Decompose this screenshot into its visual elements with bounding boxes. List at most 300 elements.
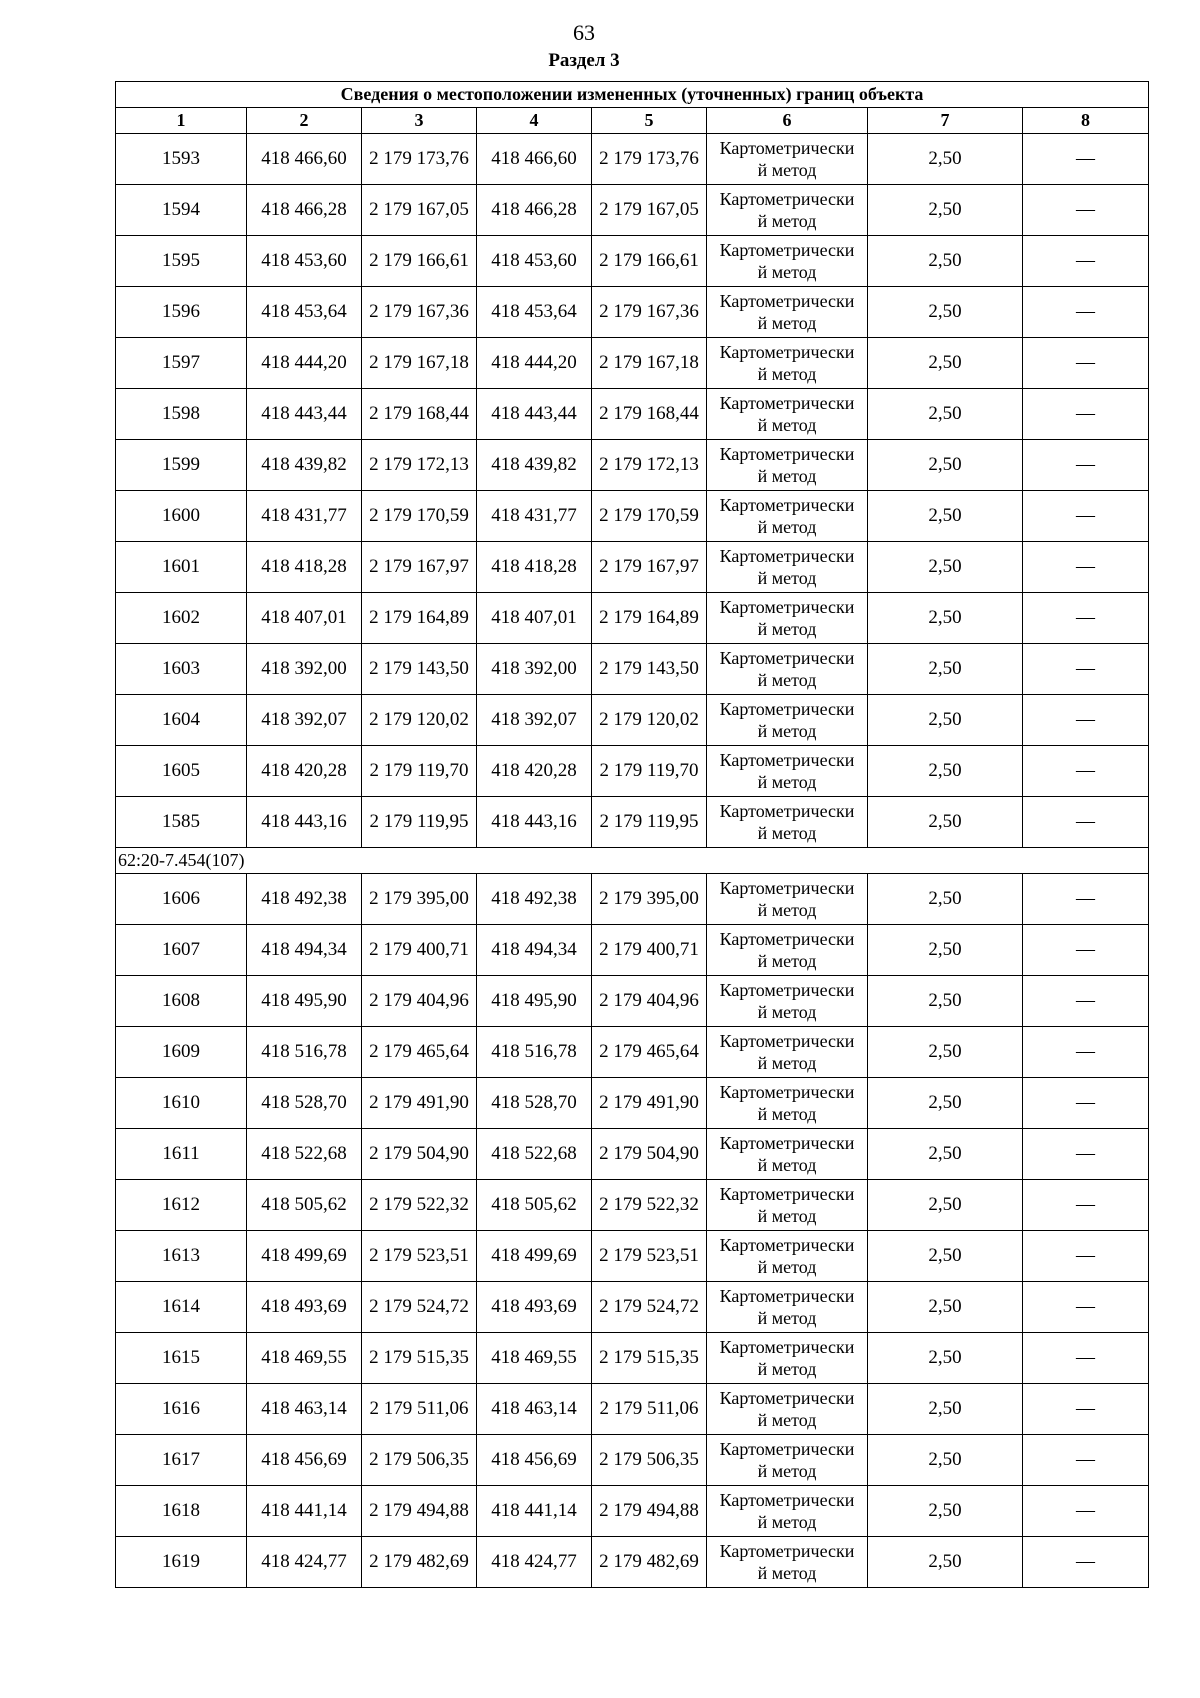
y-existing-cell: 2 179 120,02 <box>362 695 477 746</box>
point-number-cell: 1609 <box>116 1027 247 1078</box>
table-row <box>116 491 1149 542</box>
method-text-line: Картометрически <box>719 597 855 617</box>
description-cell: — <box>1023 542 1149 593</box>
x-existing-cell: 418 463,14 <box>247 1384 362 1435</box>
y-existing-cell: 2 179 167,18 <box>362 338 477 389</box>
column-number: 5 <box>592 108 707 134</box>
method-cell <box>707 1282 868 1333</box>
method-text-line: й метод <box>757 313 817 333</box>
method-text-line: й метод <box>757 160 817 180</box>
y-existing-cell: 2 179 172,13 <box>362 440 477 491</box>
method-cell <box>707 440 868 491</box>
accuracy-cell: 2,50 <box>868 338 1023 389</box>
point-number-cell: 1600 <box>116 491 247 542</box>
column-number: 1 <box>116 108 247 134</box>
column-number: 6 <box>707 108 868 134</box>
method-cell <box>707 1129 868 1180</box>
description-cell: — <box>1023 440 1149 491</box>
x-existing-cell: 418 441,14 <box>247 1486 362 1537</box>
description-cell: — <box>1023 1129 1149 1180</box>
point-number-cell: 1619 <box>116 1537 247 1588</box>
method-cell <box>707 1384 868 1435</box>
x-existing-cell: 418 424,77 <box>247 1537 362 1588</box>
description-cell: — <box>1023 797 1149 848</box>
x-existing-cell: 418 495,90 <box>247 976 362 1027</box>
y-existing-cell: 2 179 482,69 <box>362 1537 477 1588</box>
method-cell <box>707 185 868 236</box>
description-cell: — <box>1023 1180 1149 1231</box>
method-text-line: й метод <box>757 1206 817 1226</box>
description-cell: — <box>1023 134 1149 185</box>
point-number-cell: 1605 <box>116 746 247 797</box>
accuracy-cell: 2,50 <box>868 1027 1023 1078</box>
point-number-cell: 1613 <box>116 1231 247 1282</box>
y-refined-cell: 2 179 395,00 <box>592 874 707 925</box>
x-existing-cell: 418 516,78 <box>247 1027 362 1078</box>
y-refined-cell: 2 179 167,18 <box>592 338 707 389</box>
y-refined-cell: 2 179 522,32 <box>592 1180 707 1231</box>
method-text-line: Картометрически <box>719 929 855 949</box>
description-cell: — <box>1023 236 1149 287</box>
method-text-line: Картометрически <box>719 444 855 464</box>
method-cell <box>707 925 868 976</box>
x-refined-cell: 418 466,28 <box>477 185 592 236</box>
point-number-cell: 1602 <box>116 593 247 644</box>
method-text-line: Картометрически <box>719 495 855 515</box>
table-row <box>116 695 1149 746</box>
y-refined-cell: 2 179 166,61 <box>592 236 707 287</box>
x-existing-cell: 418 453,64 <box>247 287 362 338</box>
table-caption-row <box>116 82 1149 108</box>
description-cell: — <box>1023 1282 1149 1333</box>
table-row <box>116 874 1149 925</box>
accuracy-cell: 2,50 <box>868 976 1023 1027</box>
method-cell <box>707 1537 868 1588</box>
point-number-cell: 1604 <box>116 695 247 746</box>
parcel-number: 62:20-7.454(107) <box>116 848 1149 874</box>
method-text-line: Картометрически <box>719 1388 855 1408</box>
y-refined-cell: 2 179 167,05 <box>592 185 707 236</box>
point-number-cell: 1618 <box>116 1486 247 1537</box>
x-refined-cell: 418 493,69 <box>477 1282 592 1333</box>
point-number-cell: 1611 <box>116 1129 247 1180</box>
method-cell <box>707 1231 868 1282</box>
x-refined-cell: 418 392,00 <box>477 644 592 695</box>
y-existing-cell: 2 179 506,35 <box>362 1435 477 1486</box>
method-text-line: Картометрически <box>719 1541 855 1561</box>
accuracy-cell: 2,50 <box>868 236 1023 287</box>
description-cell: — <box>1023 644 1149 695</box>
x-existing-cell: 418 528,70 <box>247 1078 362 1129</box>
x-refined-cell: 418 522,68 <box>477 1129 592 1180</box>
y-existing-cell: 2 179 504,90 <box>362 1129 477 1180</box>
y-refined-cell: 2 179 400,71 <box>592 925 707 976</box>
y-existing-cell: 2 179 465,64 <box>362 1027 477 1078</box>
method-text-line: й метод <box>757 1155 817 1175</box>
method-text-line: Картометрически <box>719 1031 855 1051</box>
method-cell <box>707 593 868 644</box>
accuracy-cell: 2,50 <box>868 1486 1023 1537</box>
description-cell: — <box>1023 976 1149 1027</box>
y-refined-cell: 2 179 494,88 <box>592 1486 707 1537</box>
method-text-line: й метод <box>757 1257 817 1277</box>
description-cell: — <box>1023 593 1149 644</box>
y-existing-cell: 2 179 523,51 <box>362 1231 477 1282</box>
y-existing-cell: 2 179 167,05 <box>362 185 477 236</box>
method-text-line: й метод <box>757 1359 817 1379</box>
accuracy-cell: 2,50 <box>868 491 1023 542</box>
y-refined-cell: 2 179 143,50 <box>592 644 707 695</box>
method-text-line: й метод <box>757 1308 817 1328</box>
point-number-cell: 1597 <box>116 338 247 389</box>
description-cell: — <box>1023 1384 1149 1435</box>
point-number-cell: 1612 <box>116 1180 247 1231</box>
point-number-cell: 1607 <box>116 925 247 976</box>
x-refined-cell: 418 444,20 <box>477 338 592 389</box>
x-existing-cell: 418 443,16 <box>247 797 362 848</box>
method-text-line: Картометрически <box>719 699 855 719</box>
y-refined-cell: 2 179 173,76 <box>592 134 707 185</box>
method-cell <box>707 389 868 440</box>
method-text-line: Картометрически <box>719 189 855 209</box>
x-refined-cell: 418 407,01 <box>477 593 592 644</box>
x-existing-cell: 418 407,01 <box>247 593 362 644</box>
method-cell <box>707 644 868 695</box>
accuracy-cell: 2,50 <box>868 1537 1023 1588</box>
y-existing-cell: 2 179 524,72 <box>362 1282 477 1333</box>
column-number: 4 <box>477 108 592 134</box>
description-cell: — <box>1023 1078 1149 1129</box>
accuracy-cell: 2,50 <box>868 440 1023 491</box>
x-existing-cell: 418 444,20 <box>247 338 362 389</box>
y-existing-cell: 2 179 119,95 <box>362 797 477 848</box>
table-row <box>116 1231 1149 1282</box>
x-existing-cell: 418 456,69 <box>247 1435 362 1486</box>
y-refined-cell: 2 179 120,02 <box>592 695 707 746</box>
x-refined-cell: 418 505,62 <box>477 1180 592 1231</box>
y-refined-cell: 2 179 482,69 <box>592 1537 707 1588</box>
x-existing-cell: 418 453,60 <box>247 236 362 287</box>
y-existing-cell: 2 179 164,89 <box>362 593 477 644</box>
method-text-line: Картометрически <box>719 1490 855 1510</box>
table-row <box>116 134 1149 185</box>
table-body <box>116 82 1149 1588</box>
method-text-line: Картометрически <box>719 1082 855 1102</box>
method-text-line: Картометрически <box>719 648 855 668</box>
y-refined-cell: 2 179 164,89 <box>592 593 707 644</box>
y-refined-cell: 2 179 167,36 <box>592 287 707 338</box>
description-cell: — <box>1023 185 1149 236</box>
x-existing-cell: 418 431,77 <box>247 491 362 542</box>
table-row <box>116 1027 1149 1078</box>
table-row <box>116 440 1149 491</box>
y-existing-cell: 2 179 170,59 <box>362 491 477 542</box>
method-cell <box>707 695 868 746</box>
point-number-cell: 1617 <box>116 1435 247 1486</box>
y-refined-cell: 2 179 506,35 <box>592 1435 707 1486</box>
x-refined-cell: 418 492,38 <box>477 874 592 925</box>
x-refined-cell: 418 463,14 <box>477 1384 592 1435</box>
point-number-cell: 1599 <box>116 440 247 491</box>
x-refined-cell: 418 443,44 <box>477 389 592 440</box>
x-refined-cell: 418 499,69 <box>477 1231 592 1282</box>
x-refined-cell: 418 495,90 <box>477 976 592 1027</box>
x-existing-cell: 418 420,28 <box>247 746 362 797</box>
method-text-line: й метод <box>757 568 817 588</box>
method-text-line: й метод <box>757 1002 817 1022</box>
method-text-line: й метод <box>757 364 817 384</box>
accuracy-cell: 2,50 <box>868 287 1023 338</box>
method-cell <box>707 746 868 797</box>
column-number: 7 <box>868 108 1023 134</box>
table-row <box>116 593 1149 644</box>
description-cell: — <box>1023 1231 1149 1282</box>
method-text-line: й метод <box>757 900 817 920</box>
method-text-line: Картометрически <box>719 878 855 898</box>
accuracy-cell: 2,50 <box>868 1282 1023 1333</box>
column-number: 3 <box>362 108 477 134</box>
y-existing-cell: 2 179 522,32 <box>362 1180 477 1231</box>
x-refined-cell: 418 453,60 <box>477 236 592 287</box>
description-cell: — <box>1023 1027 1149 1078</box>
table-row <box>116 1537 1149 1588</box>
table-row <box>116 644 1149 695</box>
accuracy-cell: 2,50 <box>868 1333 1023 1384</box>
method-text-line: Картометрически <box>719 1133 855 1153</box>
y-existing-cell: 2 179 395,00 <box>362 874 477 925</box>
boundary-coordinates-table <box>115 81 1149 1588</box>
point-number-cell: 1594 <box>116 185 247 236</box>
method-text-line: Картометрически <box>719 393 855 413</box>
accuracy-cell: 2,50 <box>868 1231 1023 1282</box>
table-row <box>116 976 1149 1027</box>
point-number-cell: 1616 <box>116 1384 247 1435</box>
method-text-line: Картометрически <box>719 1337 855 1357</box>
point-number-cell: 1614 <box>116 1282 247 1333</box>
method-cell <box>707 1180 868 1231</box>
x-existing-cell: 418 499,69 <box>247 1231 362 1282</box>
method-text-line: й метод <box>757 211 817 231</box>
accuracy-cell: 2,50 <box>868 389 1023 440</box>
method-cell <box>707 797 868 848</box>
table-caption: Сведения о местоположении измененных (уточненных) границ объекта <box>116 82 1149 108</box>
point-number-cell: 1598 <box>116 389 247 440</box>
method-cell <box>707 134 868 185</box>
method-text-line: Картометрически <box>719 801 855 821</box>
y-refined-cell: 2 179 168,44 <box>592 389 707 440</box>
y-refined-cell: 2 179 172,13 <box>592 440 707 491</box>
y-existing-cell: 2 179 404,96 <box>362 976 477 1027</box>
x-existing-cell: 418 392,00 <box>247 644 362 695</box>
y-refined-cell: 2 179 119,95 <box>592 797 707 848</box>
x-refined-cell: 418 443,16 <box>477 797 592 848</box>
method-text-line: й метод <box>757 951 817 971</box>
x-refined-cell: 418 469,55 <box>477 1333 592 1384</box>
y-existing-cell: 2 179 119,70 <box>362 746 477 797</box>
table-row <box>116 797 1149 848</box>
y-refined-cell: 2 179 523,51 <box>592 1231 707 1282</box>
method-text-line: й метод <box>757 517 817 537</box>
method-text-line: Картометрически <box>719 750 855 770</box>
y-existing-cell: 2 179 167,36 <box>362 287 477 338</box>
y-refined-cell: 2 179 511,06 <box>592 1384 707 1435</box>
x-existing-cell: 418 439,82 <box>247 440 362 491</box>
method-text-line: Картометрически <box>719 980 855 1000</box>
method-cell <box>707 874 868 925</box>
table-row <box>116 389 1149 440</box>
description-cell: — <box>1023 925 1149 976</box>
method-text-line: й метод <box>757 1512 817 1532</box>
table-row <box>116 746 1149 797</box>
method-text-line: Картометрически <box>719 291 855 311</box>
point-number-cell: 1615 <box>116 1333 247 1384</box>
x-refined-cell: 418 528,70 <box>477 1078 592 1129</box>
x-refined-cell: 418 424,77 <box>477 1537 592 1588</box>
method-text-line: й метод <box>757 1410 817 1430</box>
table-row <box>116 1384 1149 1435</box>
method-cell <box>707 1333 868 1384</box>
method-cell <box>707 1435 868 1486</box>
y-existing-cell: 2 179 491,90 <box>362 1078 477 1129</box>
description-cell: — <box>1023 1333 1149 1384</box>
x-existing-cell: 418 466,28 <box>247 185 362 236</box>
accuracy-cell: 2,50 <box>868 185 1023 236</box>
method-text-line: й метод <box>757 1563 817 1583</box>
point-number-cell: 1606 <box>116 874 247 925</box>
x-existing-cell: 418 466,60 <box>247 134 362 185</box>
section-title: Раздел 3 <box>548 50 620 71</box>
table-row <box>116 1078 1149 1129</box>
x-refined-cell: 418 431,77 <box>477 491 592 542</box>
y-refined-cell: 2 179 515,35 <box>592 1333 707 1384</box>
x-refined-cell: 418 441,14 <box>477 1486 592 1537</box>
y-existing-cell: 2 179 173,76 <box>362 134 477 185</box>
x-refined-cell: 418 418,28 <box>477 542 592 593</box>
description-cell: — <box>1023 1435 1149 1486</box>
method-text-line: й метод <box>757 1104 817 1124</box>
column-number: 8 <box>1023 108 1149 134</box>
method-text-line: й метод <box>757 415 817 435</box>
x-existing-cell: 418 392,07 <box>247 695 362 746</box>
table-row <box>116 1486 1149 1537</box>
y-refined-cell: 2 179 167,97 <box>592 542 707 593</box>
accuracy-cell: 2,50 <box>868 644 1023 695</box>
accuracy-cell: 2,50 <box>868 746 1023 797</box>
method-text-line: й метод <box>757 670 817 690</box>
description-cell: — <box>1023 389 1149 440</box>
method-text-line: й метод <box>757 466 817 486</box>
column-number: 2 <box>247 108 362 134</box>
method-cell <box>707 236 868 287</box>
y-refined-cell: 2 179 504,90 <box>592 1129 707 1180</box>
table-row <box>116 1333 1149 1384</box>
point-number-cell: 1595 <box>116 236 247 287</box>
method-text-line: Картометрически <box>719 240 855 260</box>
method-cell <box>707 338 868 389</box>
description-cell: — <box>1023 491 1149 542</box>
accuracy-cell: 2,50 <box>868 593 1023 644</box>
accuracy-cell: 2,50 <box>868 695 1023 746</box>
y-refined-cell: 2 179 491,90 <box>592 1078 707 1129</box>
method-text-line: Картометрически <box>719 1235 855 1255</box>
parcel-group-row <box>116 848 1149 874</box>
method-text-line: й метод <box>757 1461 817 1481</box>
method-cell <box>707 542 868 593</box>
x-existing-cell: 418 418,28 <box>247 542 362 593</box>
description-cell: — <box>1023 1537 1149 1588</box>
method-cell <box>707 1078 868 1129</box>
x-existing-cell: 418 469,55 <box>247 1333 362 1384</box>
method-text-line: Картометрически <box>719 138 855 158</box>
accuracy-cell: 2,50 <box>868 1384 1023 1435</box>
accuracy-cell: 2,50 <box>868 1180 1023 1231</box>
table-row <box>116 925 1149 976</box>
accuracy-cell: 2,50 <box>868 925 1023 976</box>
y-refined-cell: 2 179 465,64 <box>592 1027 707 1078</box>
point-number-cell: 1601 <box>116 542 247 593</box>
point-number-cell: 1585 <box>116 797 247 848</box>
x-existing-cell: 418 494,34 <box>247 925 362 976</box>
table-row <box>116 185 1149 236</box>
point-number-cell: 1603 <box>116 644 247 695</box>
page-number: 63 <box>573 20 595 45</box>
description-cell: — <box>1023 287 1149 338</box>
method-cell <box>707 491 868 542</box>
x-refined-cell: 418 453,64 <box>477 287 592 338</box>
method-text-line: Картометрически <box>719 1286 855 1306</box>
table-row <box>116 542 1149 593</box>
method-text-line: Картометрически <box>719 546 855 566</box>
y-existing-cell: 2 179 143,50 <box>362 644 477 695</box>
accuracy-cell: 2,50 <box>868 874 1023 925</box>
table-row <box>116 338 1149 389</box>
table-row <box>116 1435 1149 1486</box>
description-cell: — <box>1023 695 1149 746</box>
accuracy-cell: 2,50 <box>868 797 1023 848</box>
x-existing-cell: 418 492,38 <box>247 874 362 925</box>
accuracy-cell: 2,50 <box>868 1129 1023 1180</box>
y-refined-cell: 2 179 524,72 <box>592 1282 707 1333</box>
method-text-line: й метод <box>757 619 817 639</box>
method-text-line: Картометрически <box>719 1439 855 1459</box>
method-cell <box>707 976 868 1027</box>
x-existing-cell: 418 522,68 <box>247 1129 362 1180</box>
x-refined-cell: 418 456,69 <box>477 1435 592 1486</box>
y-existing-cell: 2 179 515,35 <box>362 1333 477 1384</box>
y-refined-cell: 2 179 119,70 <box>592 746 707 797</box>
x-existing-cell: 418 493,69 <box>247 1282 362 1333</box>
description-cell: — <box>1023 1486 1149 1537</box>
x-existing-cell: 418 505,62 <box>247 1180 362 1231</box>
description-cell: — <box>1023 874 1149 925</box>
point-number-cell: 1596 <box>116 287 247 338</box>
point-number-cell: 1610 <box>116 1078 247 1129</box>
method-text-line: Картометрически <box>719 342 855 362</box>
y-refined-cell: 2 179 170,59 <box>592 491 707 542</box>
y-existing-cell: 2 179 494,88 <box>362 1486 477 1537</box>
x-refined-cell: 418 420,28 <box>477 746 592 797</box>
table-row <box>116 287 1149 338</box>
y-existing-cell: 2 179 400,71 <box>362 925 477 976</box>
table-row <box>116 1180 1149 1231</box>
x-refined-cell: 418 516,78 <box>477 1027 592 1078</box>
y-existing-cell: 2 179 167,97 <box>362 542 477 593</box>
x-refined-cell: 418 439,82 <box>477 440 592 491</box>
method-cell <box>707 1486 868 1537</box>
y-existing-cell: 2 179 511,06 <box>362 1384 477 1435</box>
method-cell <box>707 1027 868 1078</box>
accuracy-cell: 2,50 <box>868 542 1023 593</box>
